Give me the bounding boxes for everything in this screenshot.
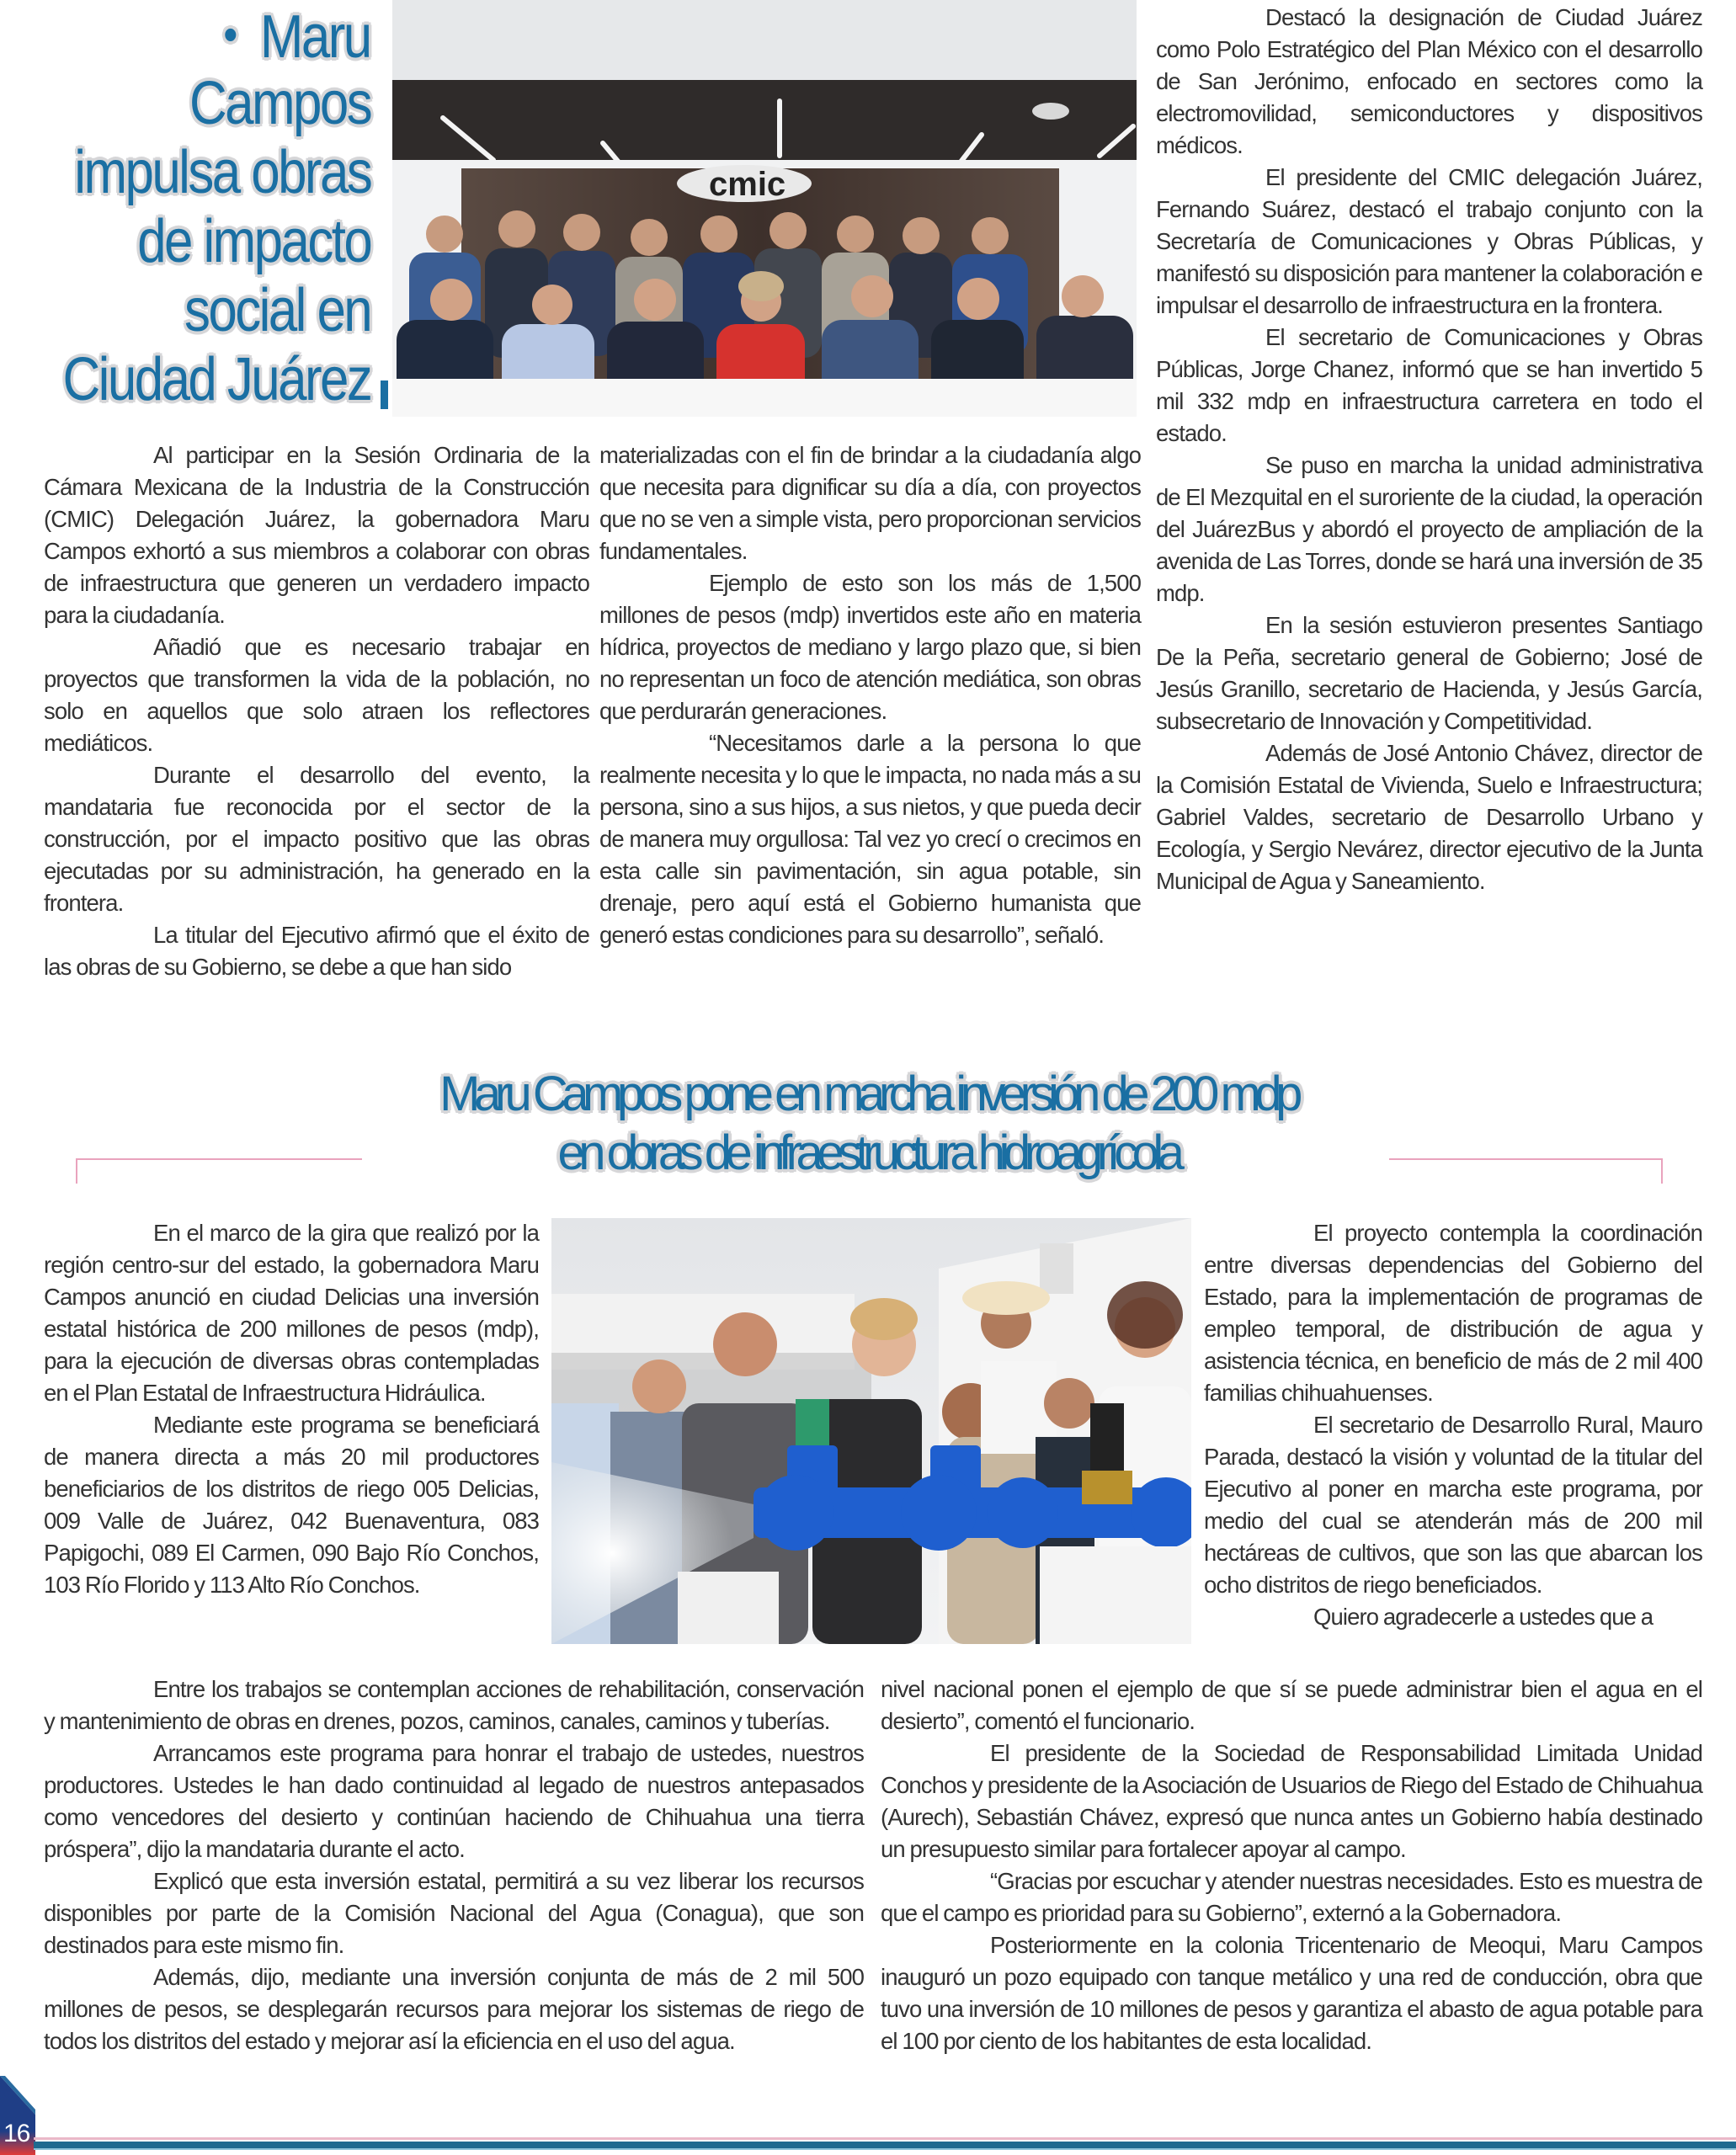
title-bullet: • — [223, 8, 236, 61]
footer-rule-blue — [34, 2142, 1736, 2148]
paragraph-continuation: nivel nacional ponen el ejemplo de que sí se puede administrar bien el agua en el desierto”, comentó el funcionario. — [881, 1676, 1702, 1734]
paragraph: El presidente del CMIC delegación Juárez, Fernando Suárez, destacó el trabajo conjunto con la Secretaría de Comunicaciones y Obras Públicas, y manifestó su disposición para mantener la colaboración e impulsar el desarrollo de infraestructura en la frontera. — [1156, 164, 1702, 318]
cmic-group-photo — [392, 0, 1137, 417]
paragraph: Destacó la designación de Ciudad Juárez como Polo Estratégico del Plan México con el desarrollo de San Jerónimo, enfocado en sectores como la electromovilidad, semiconductores y dispositivos médicos. — [1156, 4, 1702, 158]
paragraph: En la sesión estuvieron presentes Santiago De la Peña, secretario general de Gobierno; José de Jesús Granillo, secretario de Hacienda, y Jesús García, subsecretario de Innovación y Competitividad. — [1156, 612, 1702, 734]
paragraph: Se puso en marcha la unidad administrativa de El Mezquital en el suroriente de la ciudad, la operación del JuárezBus y abordó el proyecto de ampliación de la avenida de Las Torres, donde se hará una inversión de 35 mdp. — [1156, 452, 1702, 606]
title-line-text: impulsa obras — [74, 139, 370, 206]
paragraph: Mediante este programa se beneficiará de manera directa a más 20 mil productores beneficiarios de los distritos de riego 005 Delicias, 009 Valle de Juárez, 042 Buenaventura, 083 Papigochi, 089 El Carmen, 090 Bajo Río Conchos, 103 Río Florido y 113 Alto Río Conchos. — [44, 1412, 539, 1598]
paragraph: “Gracias por escuchar y atender nuestras necesidades. Esto es muestra de que el campo es prioridad para su Gobierno”, externó a la Gobernadora. — [881, 1868, 1702, 1926]
paragraph: Explicó que esta inversión estatal, permitirá a su vez liberar los recursos disponibles por parte de la Comisión Nacional del Agua (Conagua), que son destinados para este mismo fin. — [44, 1868, 864, 1958]
article2-title-line-2: en obras de infraestructura hidroagrícola — [557, 1125, 1179, 1180]
paragraph: Quiero agradecerle a ustedes que a — [1313, 1604, 1653, 1630]
title-line-text: Campos — [189, 70, 370, 137]
paragraph: Arrancamos este programa para honrar el trabajo de ustedes, nuestros productores. Ustedes le han dado continuidad al legado de nuestros antepasados como vencedores del desierto y continúan haciendo de Chihuahua una tierra próspera”, dijo la mandataria durante el acto. — [44, 1740, 864, 1862]
page-number: 16 — [3, 2120, 30, 2147]
paragraph: Entre los trabajos se contemplan acciones de rehabilitación, conservación y mantenimiento de obras en drenes, pozos, caminos, canales, caminos y tuberías. — [44, 1676, 864, 1734]
paragraph: El secretario de Desarrollo Rural, Mauro Parada, destacó la visión y voluntad de la titular del Ejecutivo al poner en marcha este programa, por medio del cual se atenderán más de 200 mil hectáreas de cultivos, que son las que abarcan los ocho distritos de riego beneficiados. — [1204, 1412, 1702, 1598]
paragraph-continuation: materializadas con el fin de brindar a la ciudadanía algo que necesita para dignificar su día a día, con proyectos que no se ven a simple vista, pero proporcionan servicios fundamentales. — [599, 442, 1141, 564]
article2-bottom-right — [881, 1673, 1702, 2057]
footer-rule-pink — [34, 2137, 1736, 2140]
article1-column-2 — [599, 439, 1141, 951]
title-line-text: Ciudad Juárez — [62, 346, 370, 413]
paragraph: La titular del Ejecutivo afirmó que el éxito de las obras de su Gobierno, se debe a que han sido — [44, 922, 589, 980]
paragraph: El secretario de Comunicaciones y Obras Públicas, Jorge Chanez, informó que se han invertido 5 mil 332 mdp en infraestructura carretera en todo el estado. — [1156, 324, 1702, 446]
article2-bottom-left — [44, 1673, 864, 2057]
title-line — [0, 207, 370, 276]
footer-rule-light — [34, 2148, 1736, 2150]
article2-column-right — [1204, 1217, 1702, 1633]
paragraph: Además, dijo, mediante una inversión conjunta de más de 2 mil 500 millones de pesos, se desplegarán recursos para mejorar los sistemas de riego de todos los distritos del estado y mejorar así la eficiencia en el uso del agua. — [44, 1964, 864, 2054]
cmic-logo-text: cmic — [709, 166, 786, 203]
title-line-text: social en — [184, 277, 370, 344]
article2-column-left — [44, 1217, 539, 1601]
paragraph: Ejemplo de esto son los más de 1,500 millones de pesos (mdp) invertidos este año en materia hídrica, proyectos de mediano y largo plazo que, si bien no representan un foco de atención mediática, son obras que perdurarán generaciones. — [599, 570, 1141, 724]
title-line-text: de impacto — [136, 208, 370, 275]
paragraph: El proyecto contempla la coordinación entre diversas dependencias del Gobierno del Estado, para la implementación de programas de empleo temporal, de distribución de agua y asistencia técnica, en beneficio de más de 2 mil 400 familias chihuahuenses. — [1204, 1220, 1702, 1406]
title-line-text: Maru — [260, 3, 370, 71]
article1-column-1 — [44, 439, 589, 983]
paragraph: Durante el desarrollo del evento, la mandataria fue reconocida por el sector de la construcción, por el impacto positivo que las obras ejecutadas por su administración, ha generado en la frontera. — [44, 762, 589, 916]
article1-title — [0, 0, 370, 414]
title-end-marker — [381, 380, 388, 409]
paragraph: Posteriormente en la colonia Tricentenario de Meoqui, Maru Campos inauguró un pozo equipado con tanque metálico y una red de conducción, obra que tuvo una inversión de 10 millones de pesos y garantiza el abasto de agua potable para el 100 por ciento de los habitantes de esta localidad. — [881, 1932, 1702, 2054]
paragraph: El presidente de la Sociedad de Responsabilidad Limitada Unidad Conchos y presidente de la Asociación de Usuarios de Riego del Estado de Chihuahua (Aurech), Sebastián Chávez, expresó que nunca antes un Gobierno había destinado un presupuesto similar para fortalecer apoyar al campo. — [881, 1740, 1702, 1862]
paragraph: Además de José Antonio Chávez, director de la Comisión Estatal de Vivienda, Suelo e Infraestructura; Gabriel Valdes, secretario de Desarrollo Urbano y Ecología, y Sergio Nevárez, director ejecutivo de la Junta Municipal de Agua y Saneamiento. — [1156, 740, 1702, 894]
title-line — [0, 345, 370, 414]
group-photo-illustration — [392, 0, 1137, 417]
water-well-inauguration-photo — [551, 1218, 1191, 1644]
title-line — [0, 276, 370, 345]
article2-title-line-1: Maru Campos pone en marcha inversión de 200 mdp — [439, 1067, 1297, 1121]
title-line — [0, 0, 370, 69]
title-line — [0, 69, 370, 138]
paragraph: Al participar en la Sesión Ordinaria de la Cámara Mexicana de la Industria de la Construcción (CMIC) Delegación Juárez, la gobernadora Maru Campos exhortó a sus miembros a colaborar con obras de infraestructura que generen un verdadero impacto para la ciudadanía. — [44, 442, 589, 628]
paragraph: Añadió que es necesario trabajar en proyectos que transformen la vida de la población, no solo en aquellos que solo atraen los reflectores mediáticos. — [44, 634, 589, 756]
article1-column-3 — [1156, 2, 1702, 897]
paragraph: En el marco de la gira que realizó por la región centro-sur del estado, la gobernadora Maru Campos anunció en ciudad Delicias una inversión estatal histórica de 200 millones de pesos (mdp), para la ejecución de diversas obras contempladas en el Plan Estatal de Infraestructura Hidráulica. — [44, 1220, 539, 1406]
title-line-squeeze — [224, 0, 370, 72]
title-line — [0, 138, 370, 207]
paragraph: “Necesitamos darle a la persona lo que realmente necesita y lo que le impacta, no nada más a su persona, sino a sus hijos, a sus nietos, y que pueda decir de manera muy orgullosa: Tal vez yo crecí o crecimos en esta calle sin pavimentación, sin agua potable, sin drenaje, pero aquí está el Gobierno humanista que generó estas condiciones para su desarrollo”, señaló. — [599, 730, 1141, 948]
table-tablecloth — [392, 379, 1137, 417]
inauguration-photo-illustration — [551, 1218, 1191, 1644]
